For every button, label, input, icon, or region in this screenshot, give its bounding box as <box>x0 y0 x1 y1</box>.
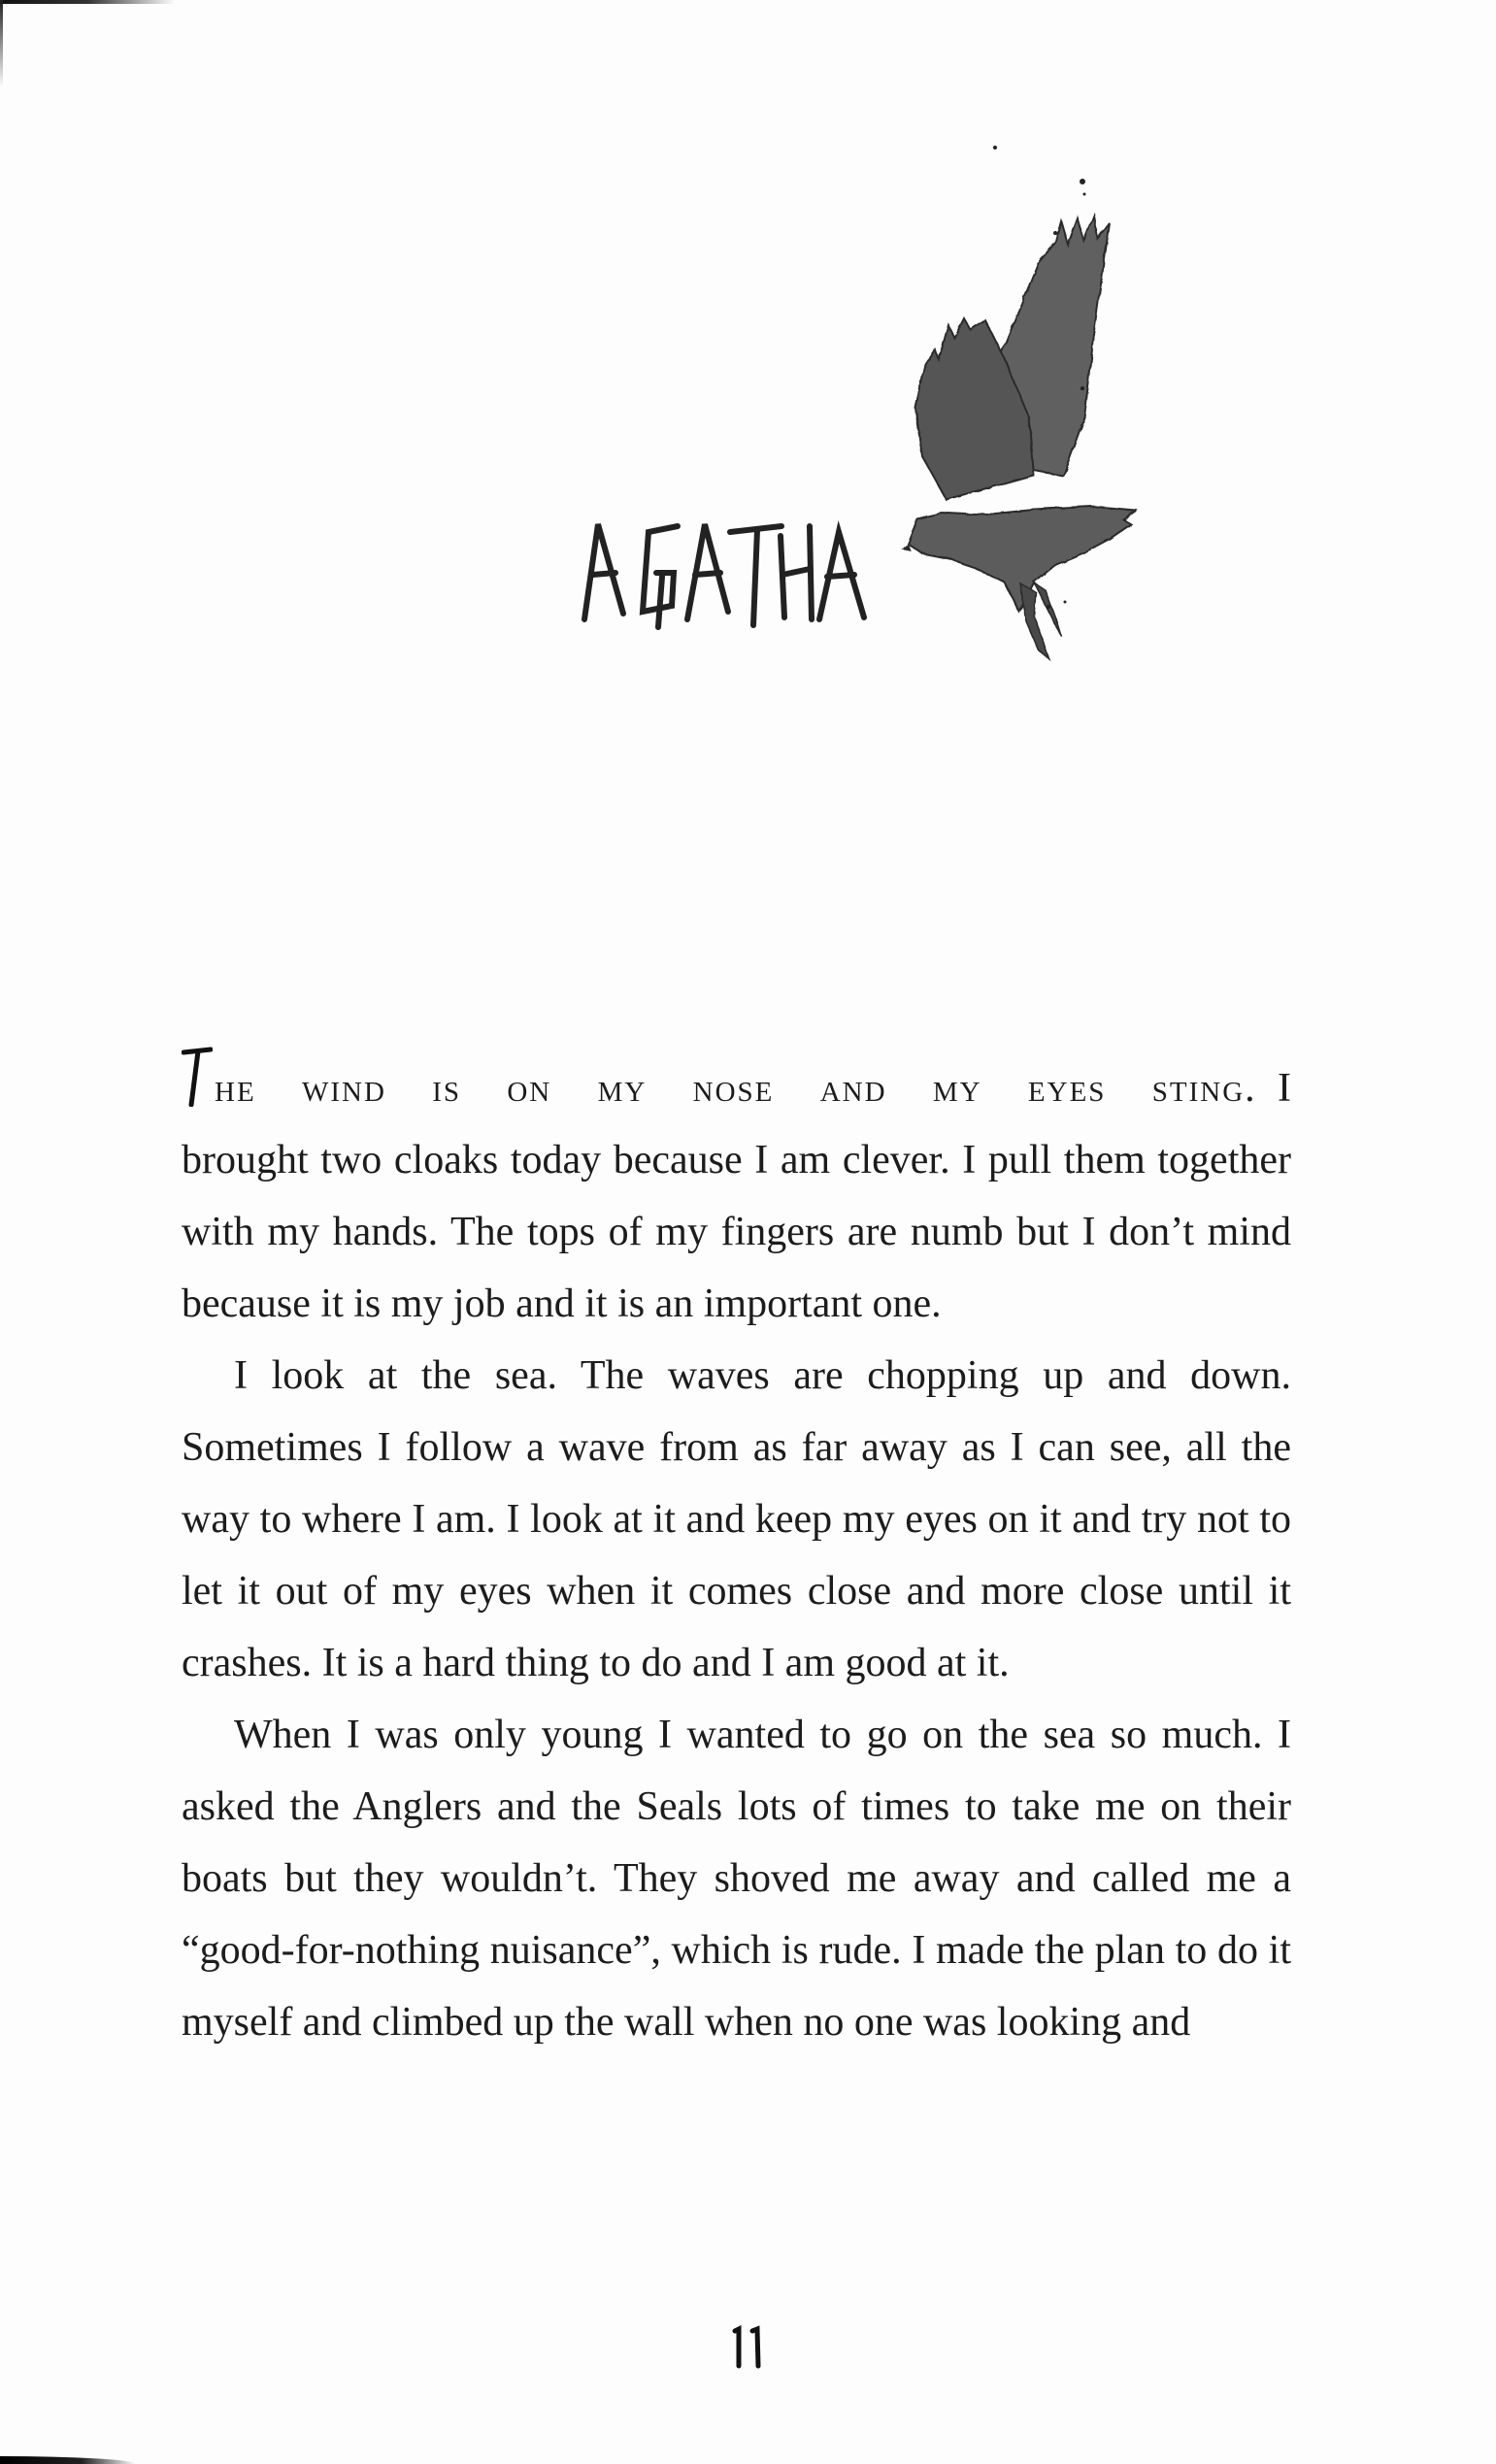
paragraph-1 <box>182 1047 1291 1340</box>
scan-edge-left <box>0 0 3 87</box>
paragraph-2: I look at the sea. The waves are chopping up and down. Sometimes I follow a wave from as far away as I can see, all the way to where I am. I look at it and keep my eyes on it and try not to let it out of my eyes when it comes close and more close until it crashes. It is a hard thing to do and I am good at it. <box>182 1353 1291 1685</box>
paragraph-1-text: I brought two cloaks today because I am clever. I pull them together with my hands. The tops of my fingers are numb but I don’t mind because it is my job and it is an important one. <box>182 1066 1291 1326</box>
chapter-body <box>182 1047 1291 2058</box>
page-number <box>0 2325 1496 2375</box>
drop-cap-t <box>182 1047 213 1105</box>
paragraph-3: When I was only young I wanted to go on the sea so much. I asked the Anglers and the Seals lots of times to take me on their boats but they wouldn’t. They shoved me away and called me a “good-for-nothing nuisance”, which is rude. I made the plan to do it myself and climbed up the wall when no one was looking and <box>182 1713 1291 2045</box>
chapter-title <box>573 505 893 631</box>
opening-small-caps: he wind is on my nose and my eyes sting. <box>215 1066 1257 1111</box>
scan-edge-top <box>0 0 175 4</box>
scan-edge-bottom <box>0 2456 136 2464</box>
